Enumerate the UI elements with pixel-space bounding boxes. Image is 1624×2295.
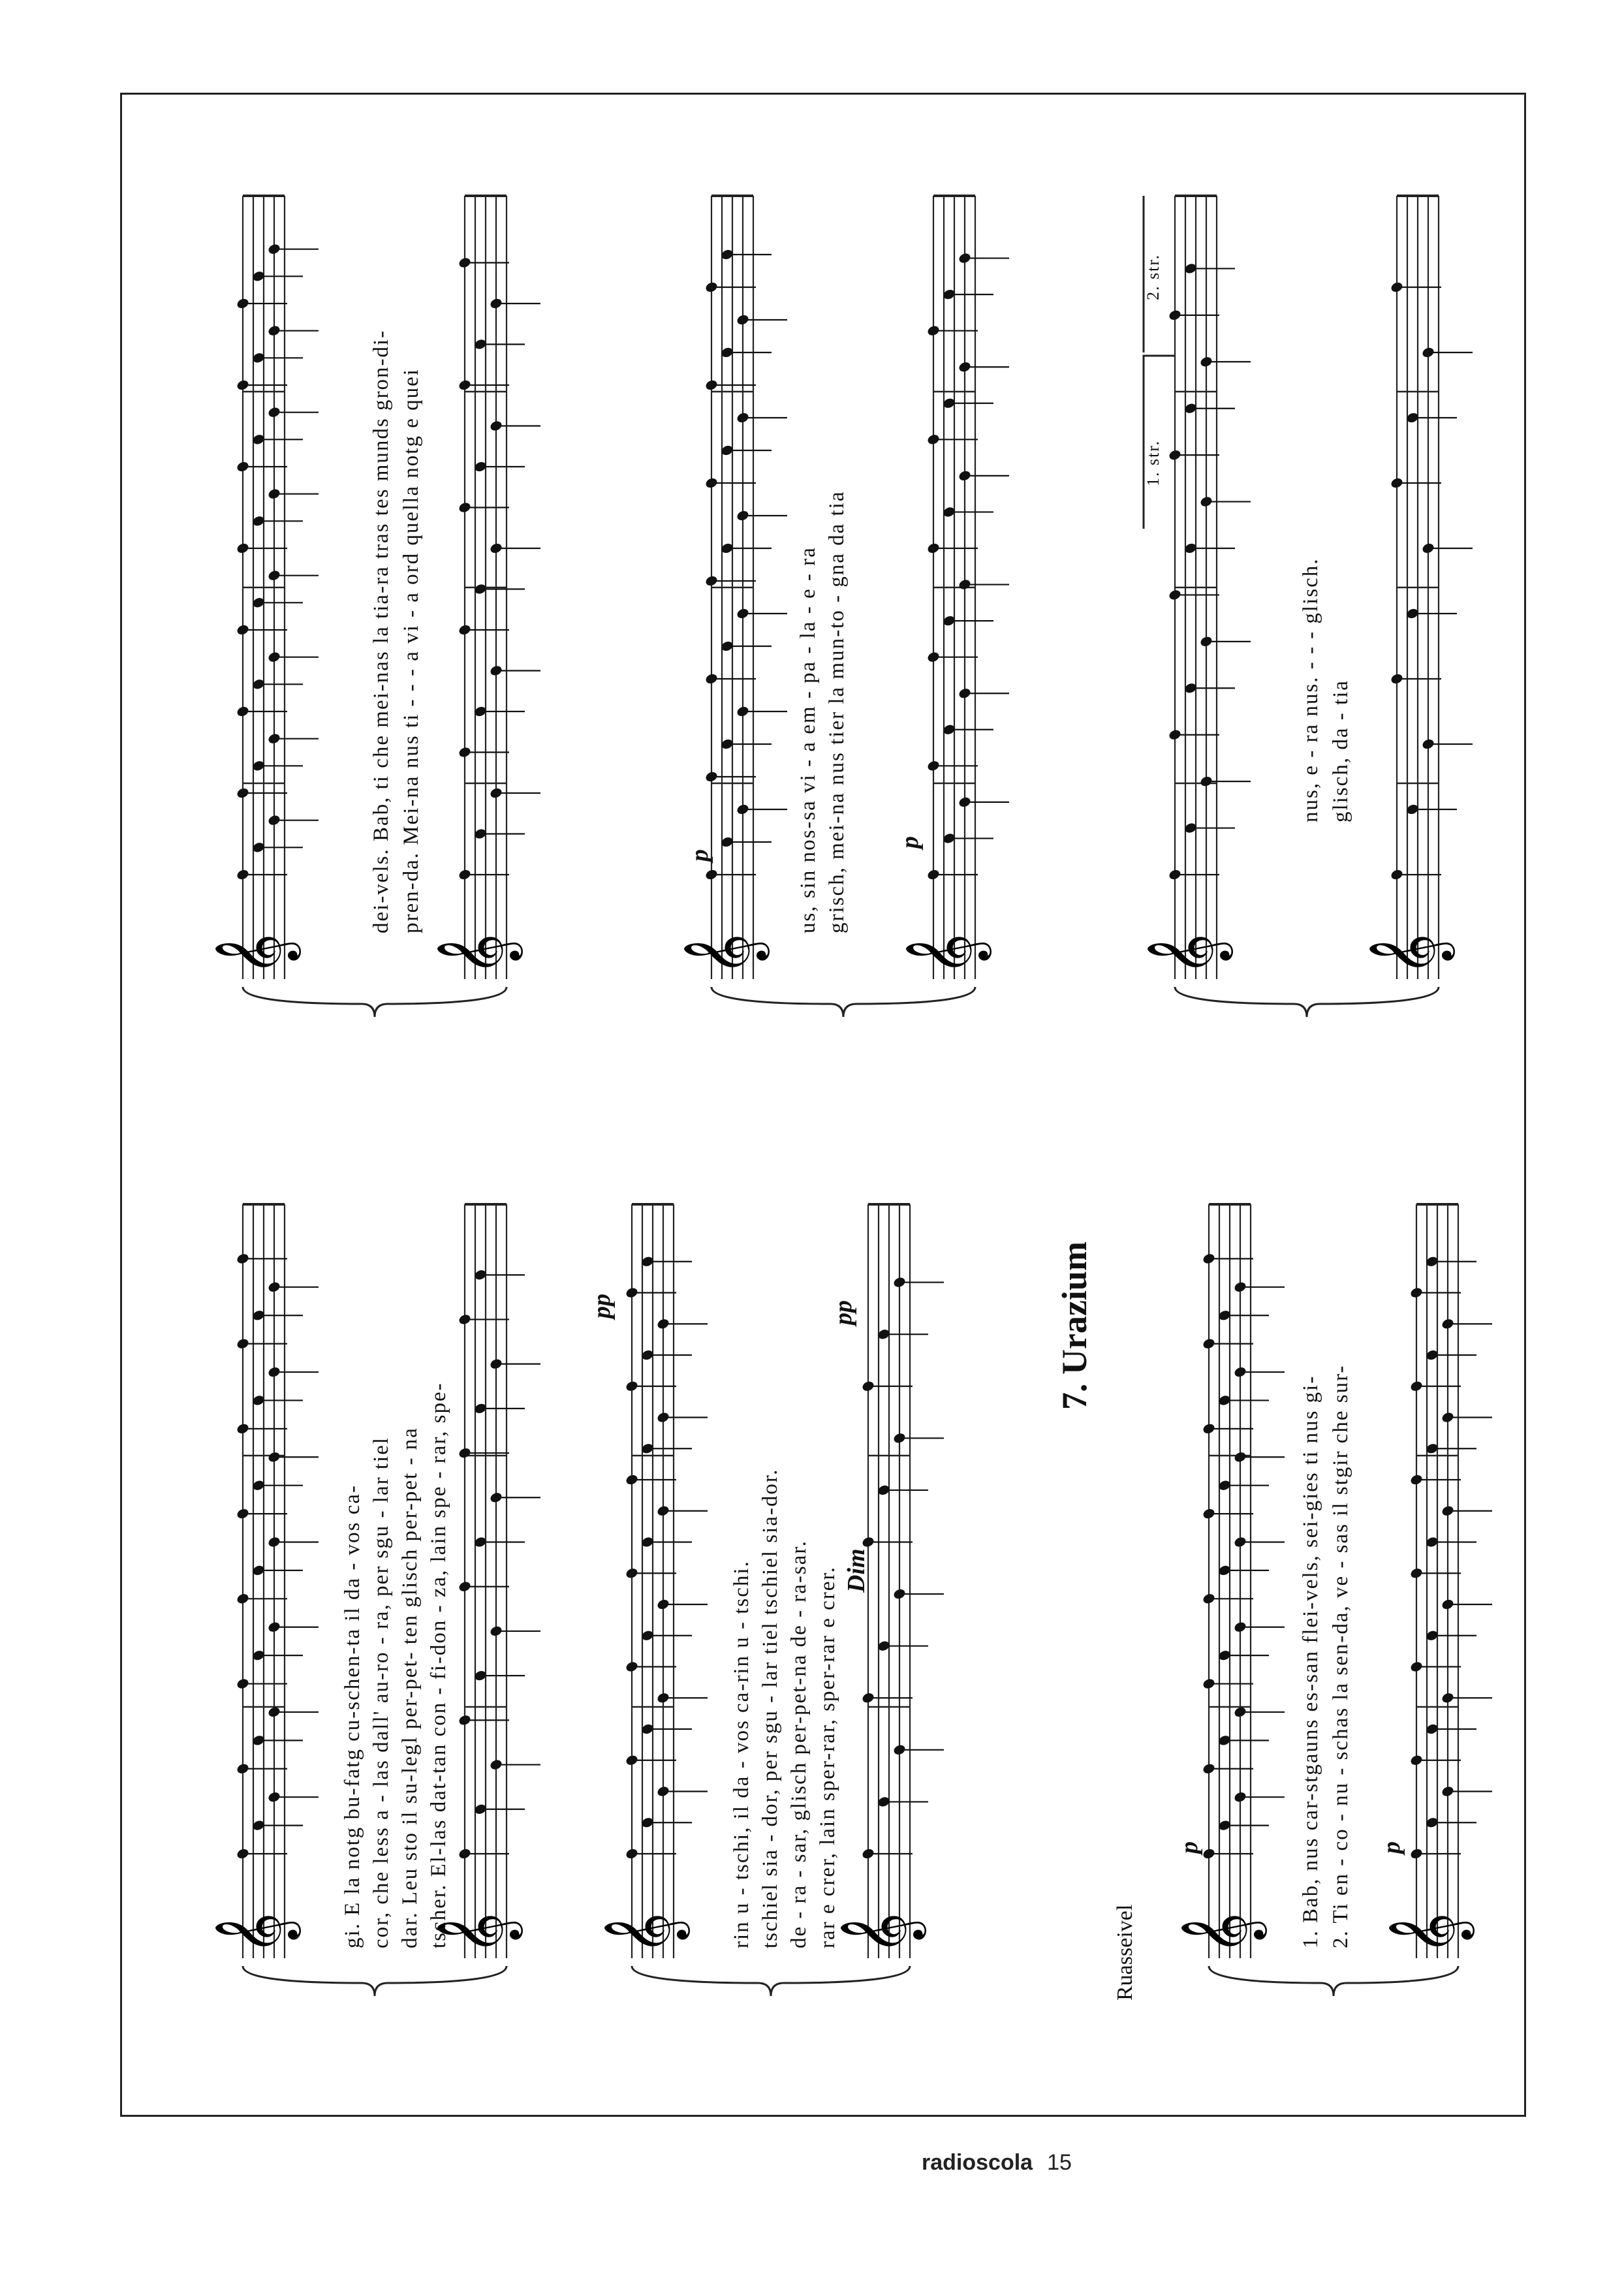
note-head [1409,1473,1424,1486]
note-head [458,379,472,392]
dynamic-pp: pp [588,1294,616,1319]
note-head [1409,1847,1424,1860]
note-head [1168,728,1182,742]
note-head [489,664,503,678]
note-head [1233,1450,1247,1463]
lyric-line: cor, che less a - las dall' au-ro - ra, per sgu - lar tiel [369,1436,393,1948]
note-head [958,796,972,809]
treble-clef-icon: 𝄞 [435,1912,519,1955]
note-head [1202,1762,1216,1775]
note-head [267,1536,281,1549]
note-head [267,406,281,419]
note-head [458,257,472,270]
note-head [236,1678,250,1691]
note-head [236,379,250,392]
note-head [926,542,941,555]
note-head [1202,1678,1216,1691]
note-head [236,705,250,718]
system-brace [243,1966,507,1996]
note-head [926,760,941,773]
lyric-line: gi. E la notg bu-fatg cu-schen-ta il da - vos ca- [341,1484,364,1948]
note-head [1409,1380,1424,1393]
note-head [489,1758,503,1772]
system-brace [243,987,507,1017]
lyric-line: 1. Bab, nus car-stgauns es-san flei-vels, sei-gies ti nus gi- [1299,1375,1322,1948]
note-head [704,672,719,685]
note-head [1409,1567,1424,1580]
note-head [958,687,972,700]
note-head [958,360,972,373]
note-head [458,868,472,881]
note-head [1202,1253,1216,1266]
note-head [236,1507,250,1520]
note-head [236,1422,250,1435]
note-head [267,651,281,664]
note-head [656,1598,670,1611]
system-brace [632,1966,910,1996]
lyric-line: grisch, mei-na nus tier la mun-to - gna da tia [825,490,849,933]
lyric-line: de - ra - sar, glisch per-pet-na de - ra-sar. [787,1540,811,1948]
note-head [1202,1507,1216,1520]
note-head [926,324,941,337]
note-head [892,1587,907,1600]
dynamic-p: p [896,836,924,849]
note-head [236,787,250,800]
note-head [1233,1790,1247,1803]
note-head [458,1446,472,1460]
note-head [267,1790,281,1803]
dynamic-p: p [1176,1841,1203,1854]
note-head [625,1567,639,1580]
lyric-line: pren-da. Mei-na nus ti - - - a vi - a ord quella notg e quei [399,368,423,933]
note-head [1168,868,1182,881]
note-head [267,1366,281,1379]
treble-clef-icon: 𝄞 [435,933,519,976]
note-head [1421,346,1435,359]
note-head [236,297,250,310]
note-head [704,379,719,392]
lyric-line: us, sin nos-sa vi - a em - pa - la - e - ra [796,546,820,933]
dynamic-pp: pp [830,1300,857,1325]
note-head [1168,589,1182,602]
note-head [458,746,472,759]
page-footer [922,2150,1072,2176]
note-head [656,1505,670,1518]
note-head [236,623,250,636]
note-head [267,732,281,745]
note-head [861,1380,875,1393]
treble-clef-icon: 𝄞 [682,933,766,976]
note-head [236,1847,250,1860]
note-head [926,868,941,881]
treble-clef-icon: 𝄞 [213,933,297,976]
note-head [704,770,719,783]
note-head [489,1491,503,1504]
dynamic-dim: Dim [843,1548,870,1593]
note-head [1199,355,1213,368]
note-head [236,868,250,881]
note-head [267,488,281,501]
note-head [1202,1847,1216,1860]
treble-clef-icon: 𝄞 [1387,1912,1471,1955]
note-head [861,1536,875,1549]
note-head [861,1691,875,1704]
note-head [1421,542,1435,555]
note-head [656,1785,670,1798]
lyric-line: glisch, da - tia [1329,679,1352,822]
note-head [926,433,941,446]
note-head [1390,672,1404,685]
lyric-line: 2. Ti en - co - nu - schas la sen-da, ve - sas il stgir che sur- [1329,1364,1352,1948]
note-head [704,868,719,881]
note-head [861,1847,875,1860]
page-number: 15 [1047,2150,1072,2175]
note-head [1441,1691,1455,1704]
note-head [1441,1317,1455,1330]
treble-clef-icon: 𝄞 [1367,933,1451,976]
note-head [1199,775,1213,788]
lyric-line: rar e crer, lain sper-rar, sper-rar e crer. [816,1566,839,1948]
publication-name: radioscola [922,2150,1033,2175]
note-head [625,1754,639,1767]
note-head [1390,281,1404,294]
note-head [236,1593,250,1606]
note-head [1409,1754,1424,1767]
note-head [1421,738,1435,751]
note-head [625,1287,639,1300]
treble-clef-icon: 𝄞 [602,1912,686,1955]
note-head [489,542,503,555]
treble-clef-icon: 𝄞 [904,933,988,976]
note-head [625,1473,639,1486]
lyric-line: dei-vels. Bab, ti che mei-nas la tia-ra tras tes munds gron-di- [369,329,393,933]
note-head [1409,1287,1424,1300]
note-head [736,803,750,816]
treble-clef-icon: 𝄞 [839,1912,922,1955]
note-head [236,460,250,473]
note-head [656,1691,670,1704]
note-head [1441,1411,1455,1424]
note-head [489,420,503,433]
dynamic-p: p [1378,1841,1405,1854]
note-head [958,578,972,591]
note-head [236,1253,250,1266]
note-head [1202,1593,1216,1606]
note-head [625,1661,639,1674]
note-head [958,252,972,265]
note-head [736,313,750,326]
lyric-line: rin u - tschi, il da - vos ca-rin u - tschi. [730,1560,753,1948]
note-head [1409,1661,1424,1674]
note-head [704,574,719,587]
note-head [267,1450,281,1463]
note-head [736,705,750,718]
note-head [1441,1785,1455,1798]
note-head [458,1313,472,1326]
note-head [625,1847,639,1860]
note-head [489,1358,503,1371]
note-head [1199,495,1213,508]
note-head [1202,1422,1216,1435]
note-head [489,1625,503,1638]
note-head [458,501,472,514]
note-head [1233,1281,1247,1294]
note-head [1168,448,1182,461]
note-head [267,569,281,582]
note-head [736,509,750,522]
note-head [958,469,972,482]
note-head [736,607,750,620]
system-brace [1175,987,1439,1017]
system-brace [711,987,975,1017]
note-head [1202,1337,1216,1350]
tempo-marking: Ruasseivel [1113,1904,1137,2001]
note-head [892,1432,907,1445]
note-head [1233,1621,1247,1634]
note-head [267,1621,281,1634]
note-head [1390,868,1404,881]
note-head [489,297,503,310]
note-head [625,1380,639,1393]
treble-clef-icon: 𝄞 [1146,933,1229,976]
song-title: 7. Urazium [1055,1241,1094,1410]
note-head [1233,1366,1247,1379]
treble-clef-icon: 𝄞 [1179,1912,1263,1955]
note-head [1390,476,1404,490]
note-head [926,651,941,664]
note-head [458,1847,472,1860]
volta-2: 2. str. [1144,253,1163,300]
note-head [656,1411,670,1424]
dynamic-p: p [686,849,713,862]
lyric-line: tscher. El-las dat-tan con - fi-don - za, lain spe - rar, spe- [427,1382,450,1948]
note-head [704,281,719,294]
note-head [236,1337,250,1350]
lyric-line: nus, e - ra nus. - - - glisch. [1299,557,1322,822]
note-head [458,1714,472,1727]
note-head [267,324,281,337]
lyric-line: tschiel sia - dor, per sgu - lar tiel tschiel sia-dor. [758,1468,782,1948]
note-head [1168,309,1182,322]
note-head [236,1762,250,1775]
note-head [1233,1536,1247,1549]
system-brace [1209,1966,1458,1996]
lyric-line: dar. Leu sto il su-legl per-pet- ten glisch per-pet - na [398,1427,422,1948]
note-head [458,623,472,636]
note-head [267,1281,281,1294]
note-head [489,787,503,800]
note-head [736,411,750,424]
note-head [1199,635,1213,648]
note-head [1441,1505,1455,1518]
note-head [458,1580,472,1593]
note-head [236,542,250,555]
note-head [892,1743,907,1756]
note-head [704,476,719,490]
treble-clef-icon: 𝄞 [213,1912,297,1955]
note-head [267,814,281,827]
note-head [1441,1598,1455,1611]
volta-1: 1. str. [1144,439,1163,486]
note-head [267,243,281,256]
note-head [892,1276,907,1289]
note-head [656,1317,670,1330]
